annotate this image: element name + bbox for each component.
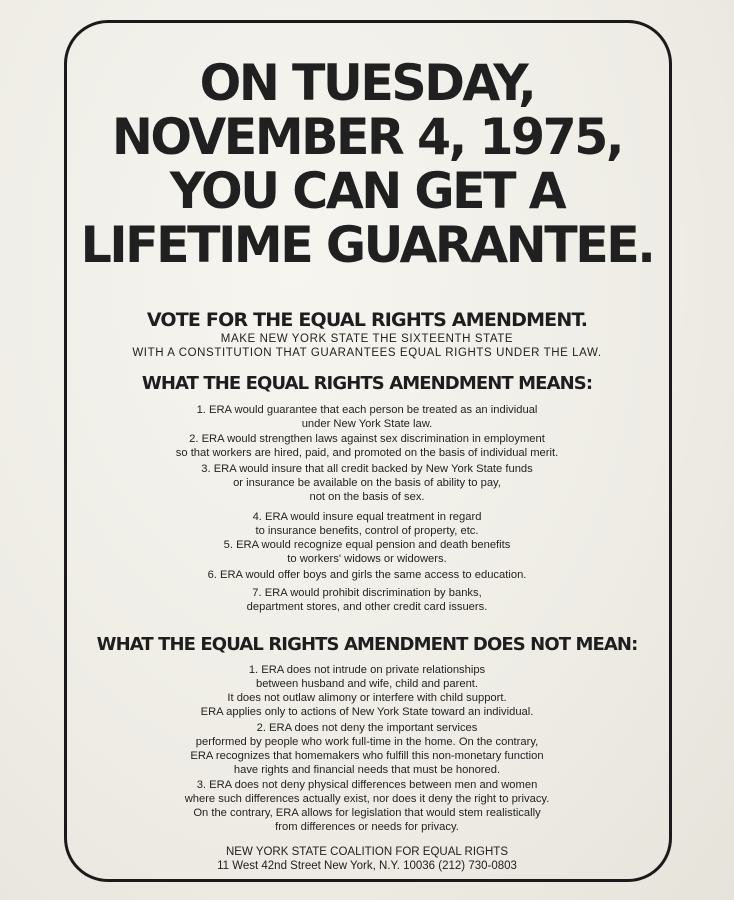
item-line: from differences or needs for privacy. <box>275 821 459 833</box>
means-item <box>80 403 654 432</box>
means-item <box>80 568 654 586</box>
headline-line-4: LIFETIME GUARANTEE. <box>80 216 654 274</box>
footer-address: 11 West 42nd Street New York, N.Y. 10036 (212) 730-0803 <box>217 860 517 872</box>
footer <box>0 845 734 873</box>
vote-subtext-line-1: MAKE NEW YORK STATE THE SIXTEENTH STATE <box>220 333 514 345</box>
item-line: department stores, and other credit card issuers. <box>246 601 488 613</box>
does-not-mean-list <box>80 663 654 834</box>
means-heading: WHAT THE EQUAL RIGHTS AMENDMENT MEANS: <box>141 373 593 394</box>
means-item <box>80 462 654 510</box>
item-line: 3. ERA does not deny physical differences between men and women <box>196 779 538 791</box>
headline-line-1: ON TUESDAY, <box>199 54 535 112</box>
item-line: On the contrary, ERA allows for legislation that would stem realistically <box>193 807 541 819</box>
item-line: ERA applies only to actions of New York State toward an individual. <box>200 706 534 718</box>
does-not-mean-heading: WHAT THE EQUAL RIGHTS AMENDMENT DOES NOT MEAN: <box>96 634 638 655</box>
item-line: performed by people who work full-time in the home. On the contrary, <box>195 736 539 748</box>
item-line: 6. ERA would offer boys and girls the same access to education. <box>207 569 527 581</box>
means-item <box>80 432 654 462</box>
item-line: between husband and wife, child and parent. <box>255 678 479 690</box>
item-line: It does not outlaw alimony or interfere with child support. <box>227 692 507 704</box>
item-line: 4. ERA would insure equal treatment in regard <box>252 511 482 523</box>
not-mean-item <box>80 721 654 778</box>
item-line: 1. ERA would guarantee that each person be treated as an individual <box>196 404 538 416</box>
means-item <box>80 510 654 538</box>
item-line: under New York State law. <box>301 418 433 430</box>
means-list <box>80 403 654 614</box>
item-line: so that workers are hired, paid, and promoted on the basis of individual merit. <box>175 447 559 459</box>
vote-subtext-line-2: WITH A CONSTITUTION THAT GUARANTEES EQUAL RIGHTS UNDER THE LAW. <box>132 347 602 359</box>
item-line: 2. ERA does not deny the important services <box>256 722 478 734</box>
vote-heading: VOTE FOR THE EQUAL RIGHTS AMENDMENT. <box>146 309 588 331</box>
headline <box>7 56 726 272</box>
item-line: or insurance be available on the basis of ability to pay, <box>233 477 501 489</box>
not-mean-item <box>80 778 654 834</box>
item-line: 7. ERA would prohibit discrimination by banks, <box>252 587 482 599</box>
footer-org: NEW YORK STATE COALITION FOR EQUAL RIGHTS <box>226 846 508 858</box>
means-item <box>80 586 654 614</box>
item-line: ERA recognizes that homemakers who fulfill this non-monetary function <box>190 750 544 762</box>
headline-line-3: YOU CAN GET A <box>169 162 565 220</box>
item-line: 3. ERA would insure that all credit backed by New York State funds <box>201 463 533 475</box>
means-item <box>80 538 654 568</box>
not-mean-item <box>80 663 654 721</box>
item-line: to workers' widows or widowers. <box>287 553 447 565</box>
headline-line-2: NOVEMBER 4, 1975, <box>111 108 623 166</box>
item-line: have rights and financial needs that must be honored. <box>233 764 501 776</box>
item-line: to insurance benefits, control of property, etc. <box>255 525 479 537</box>
vote-subtext <box>0 332 734 360</box>
item-line: not on the basis of sex. <box>309 491 425 503</box>
item-line: 2. ERA would strengthen laws against sex discrimination in employment <box>189 433 545 445</box>
item-line: 1. ERA does not intrude on private relationships <box>248 664 486 676</box>
item-line: 5. ERA would recognize equal pension and death benefits <box>223 539 511 551</box>
item-line: where such differences actually exist, nor does it deny the right to privacy. <box>184 793 550 805</box>
